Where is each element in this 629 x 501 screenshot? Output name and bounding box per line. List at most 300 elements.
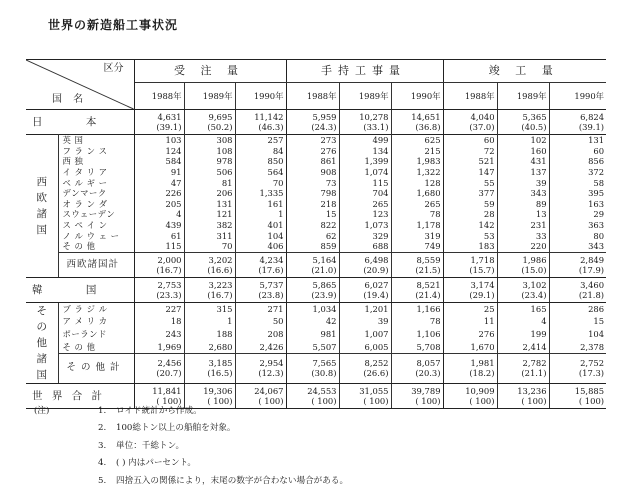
value-cell: 6,005 (339, 340, 391, 353)
value-cell: 131 (184, 199, 235, 210)
value-cell: 58 (593, 177, 605, 188)
country-name: 英 国 (58, 135, 134, 146)
value-cell: 1,034 (286, 302, 339, 315)
value-cell (549, 277, 606, 302)
share-percent: (16.6) (207, 264, 233, 275)
share-percent: (26.6) (363, 368, 389, 379)
share-percent: (21.5) (415, 264, 441, 275)
row-others-total (26, 353, 606, 383)
value-cell: 257 (235, 135, 286, 146)
value: 2,000 (157, 254, 182, 265)
share-percent: (20.3) (415, 368, 441, 379)
share-percent: (17.3) (578, 368, 605, 379)
value-cell: 104 (235, 230, 286, 241)
year-header: 1990年 (549, 83, 606, 110)
table-row (26, 199, 606, 210)
header-category-cell (26, 60, 134, 110)
value-cell: 73 (286, 177, 339, 188)
table-row (26, 230, 606, 241)
share-percent: (33.1) (363, 122, 389, 132)
value-cell: 329 (339, 230, 391, 241)
value-cell: 134 (339, 146, 391, 157)
value-cell: 18 (134, 315, 184, 328)
value-cell: 363 (588, 220, 605, 231)
value-cell: 704 (339, 188, 391, 199)
value-cell: 89 (497, 199, 549, 210)
share-percent: (37.0) (469, 122, 495, 132)
note-line (34, 438, 348, 455)
region-label-char: の (36, 320, 47, 333)
value-cell (235, 252, 286, 277)
row-korea-label: 韓 国 (26, 277, 134, 302)
value-cell: 265 (339, 199, 391, 210)
value: 13,236 (517, 385, 547, 396)
value-cell: 188 (184, 328, 235, 341)
row-world-total-label: 世 界 合 計 (26, 383, 134, 408)
value-cell: 220 (497, 241, 549, 252)
share-percent: (21.4) (415, 289, 441, 300)
value-cell: 749 (391, 241, 443, 252)
share-percent: (20.7) (156, 368, 182, 379)
value: 2,782 (522, 358, 547, 369)
region-label-char: 欧 (36, 191, 47, 204)
value-cell: 311 (184, 230, 235, 241)
value-cell: 1,073 (339, 220, 391, 231)
value-cell: 276 (286, 146, 339, 157)
value-cell (497, 383, 549, 408)
value-cell: 205 (134, 199, 184, 210)
country-name: ポーランド (58, 328, 134, 341)
share-percent: (30.8) (311, 368, 337, 379)
value-cell: 25 (443, 302, 497, 315)
value-cell: 103 (134, 135, 184, 146)
country-name: ア メ リ カ (58, 315, 134, 328)
value-cell: 315 (184, 302, 235, 315)
row-japan-label: 日 本 (26, 110, 134, 135)
value-cell: 981 (286, 328, 339, 341)
value-cell: 377 (443, 188, 497, 199)
share-percent: (17.9) (578, 264, 605, 275)
value-cell: 53 (443, 230, 497, 241)
value-cell: 273 (286, 135, 339, 146)
share-percent: (23.3) (156, 289, 182, 300)
value-cell: 123 (339, 209, 391, 220)
country-name: スウェーデン (58, 209, 134, 220)
value-cell: 215 (391, 146, 443, 157)
share-percent: ( 100) (578, 395, 605, 406)
region-label (26, 302, 58, 383)
value-cell: 1,399 (339, 156, 391, 167)
value-cell (497, 110, 549, 135)
value-cell: 625 (391, 135, 443, 146)
value-cell: 1,983 (391, 156, 443, 167)
country-name: ス ペ イ ン (58, 220, 134, 231)
value-cell: 183 (443, 241, 497, 252)
share-percent: ( 100) (156, 395, 182, 406)
value: 2,753 (157, 279, 182, 290)
value-cell (339, 353, 391, 383)
value-cell (443, 353, 497, 383)
table-row (26, 241, 606, 252)
value-cell (339, 252, 391, 277)
value: 5,365 (522, 112, 547, 122)
value-cell (184, 353, 235, 383)
note-num: 2. (98, 423, 107, 434)
region-label-char: そ (36, 304, 47, 317)
table-row (26, 340, 606, 353)
header-kubun: 区分 (103, 63, 124, 74)
value-cell: 62 (286, 230, 339, 241)
value-cell: 850 (235, 156, 286, 167)
group-shunko: 竣 工 量 (443, 60, 606, 83)
value: 39,789 (411, 385, 441, 396)
value-cell: 142 (443, 220, 497, 231)
country-name: 西 独 (58, 156, 134, 167)
note-num: 5. (98, 475, 107, 486)
value-cell: 5,708 (391, 340, 443, 353)
share-percent: ( 100) (207, 395, 233, 406)
country-name: ノ ル ウ ェ ー (58, 230, 134, 241)
value-cell (286, 353, 339, 383)
value: 14,651 (411, 112, 441, 122)
value-cell: 276 (443, 328, 497, 341)
value-cell: 382 (184, 220, 235, 231)
table-row (26, 156, 606, 167)
share-percent: (21.8) (578, 289, 605, 300)
note-line (34, 420, 348, 437)
year-header: 1989年 (184, 83, 235, 110)
value: 6,824 (580, 112, 605, 122)
value: 5,164 (312, 254, 337, 265)
value-cell (134, 353, 184, 383)
table-body (26, 60, 606, 409)
value-cell: 50 (235, 315, 286, 328)
value-cell: 1,680 (391, 188, 443, 199)
value-cell (549, 252, 606, 277)
value-cell: 128 (391, 177, 443, 188)
year-header: 1989年 (497, 83, 549, 110)
value-cell (134, 277, 184, 302)
share-percent: (20.9) (363, 264, 389, 275)
value-cell: 11 (443, 315, 497, 328)
value-cell: 39 (339, 315, 391, 328)
share-percent: ( 100) (469, 395, 495, 406)
country-name: イ タ リ ア (58, 167, 134, 178)
region-label-char: 国 (36, 368, 47, 381)
value-cell: 1,670 (443, 340, 497, 353)
value-cell: 1,166 (391, 302, 443, 315)
note-line (34, 403, 348, 420)
row-others-total-label: そ の 他 計 (58, 353, 134, 383)
region-label-char: 諸 (36, 352, 47, 365)
share-percent: (21.0) (311, 264, 337, 275)
value: 3,223 (208, 279, 233, 290)
value-cell: 70 (184, 241, 235, 252)
value: 3,174 (470, 279, 495, 290)
value-cell: 395 (588, 188, 605, 199)
table-row (26, 146, 606, 157)
value-cell: 104 (588, 328, 605, 339)
value: 8,559 (416, 254, 441, 265)
value-cell: 978 (184, 156, 235, 167)
share-percent: (23.9) (311, 289, 337, 300)
value-cell (391, 252, 443, 277)
value-cell: 226 (134, 188, 184, 199)
value-cell: 1,007 (339, 328, 391, 341)
value: 24,553 (307, 385, 337, 396)
share-percent: (50.2) (207, 122, 233, 132)
value: 2,752 (580, 358, 605, 369)
value-cell: 81 (184, 177, 235, 188)
value-cell: 798 (286, 188, 339, 199)
value-cell: 78 (391, 315, 443, 328)
value-cell: 1,178 (391, 220, 443, 231)
value-cell: 584 (134, 156, 184, 167)
value-cell: 271 (235, 302, 286, 315)
value-cell: 29 (593, 209, 605, 220)
value-cell: 218 (286, 199, 339, 210)
value-cell: 165 (497, 302, 549, 315)
table-row (26, 177, 606, 188)
note-num: 1. (98, 406, 107, 416)
table-row (26, 315, 606, 328)
value-cell: 102 (497, 135, 549, 146)
value: 4,234 (259, 254, 284, 265)
note-text: 100総トン以上の船舶を対象。 (116, 423, 236, 434)
share-percent: ( 100) (363, 395, 389, 406)
value-cell: 163 (588, 198, 605, 209)
value: 6,027 (364, 279, 389, 290)
share-percent: (15.7) (469, 264, 495, 275)
country-name: ベ ル ギ ー (58, 177, 134, 188)
value: 2,849 (580, 254, 605, 265)
table-row (26, 188, 606, 199)
share-percent: (18.2) (469, 368, 495, 379)
note-line (34, 473, 348, 490)
value-cell: 319 (391, 230, 443, 241)
value-cell (235, 110, 286, 135)
value-cell: 84 (235, 146, 286, 157)
value-cell: 2,414 (497, 340, 549, 353)
value-cell: 72 (443, 146, 497, 157)
value-cell (443, 110, 497, 135)
value-cell: 33 (497, 230, 549, 241)
share-percent: (23.8) (258, 289, 284, 300)
value-cell: 439 (134, 220, 184, 231)
note-text: ロイド統計から作成。 (116, 406, 202, 416)
value: 19,306 (203, 385, 233, 396)
value: 5,959 (312, 112, 337, 122)
row-we-total (26, 252, 606, 277)
value-cell (134, 110, 184, 135)
value: 15,885 (574, 385, 605, 396)
value-cell (443, 277, 497, 302)
country-name: ブ ラ ジ ル (58, 302, 134, 315)
table-row (26, 167, 606, 178)
value-cell: 506 (184, 167, 235, 178)
value: 11,142 (254, 112, 284, 122)
share-percent: ( 100) (521, 395, 547, 406)
value: 31,055 (359, 385, 389, 396)
region-label-char: 国 (36, 223, 47, 236)
note-num: 4. (98, 458, 107, 469)
share-percent: (21.1) (521, 368, 547, 379)
value-cell: 822 (286, 220, 339, 231)
value-cell: 206 (184, 188, 235, 199)
value-cell: 856 (588, 156, 605, 167)
header-kokumei: 国 名 (52, 94, 88, 105)
value-cell (497, 277, 549, 302)
value-cell: 1,322 (391, 167, 443, 178)
value-cell: 908 (286, 167, 339, 178)
value-cell: 1,201 (339, 302, 391, 315)
value-cell: 243 (134, 328, 184, 341)
share-percent: (24.3) (311, 122, 337, 132)
value: 6,498 (364, 254, 389, 265)
country-name: そ の 他 (58, 241, 134, 252)
value-cell: 108 (184, 146, 235, 157)
value-cell (184, 110, 235, 135)
value-cell: 47 (134, 177, 184, 188)
value-cell: 4 (497, 315, 549, 328)
share-percent: (16.7) (156, 264, 182, 275)
value: 10,278 (359, 112, 389, 122)
value-cell (286, 252, 339, 277)
country-name: オ ラ ン ダ (58, 199, 134, 210)
value-cell (391, 277, 443, 302)
value: 8,252 (364, 358, 389, 369)
value-cell (549, 383, 606, 408)
region-label (26, 135, 58, 278)
year-header: 1988年 (443, 83, 497, 110)
share-percent: (46.3) (258, 122, 284, 132)
year-header: 1989年 (339, 83, 391, 110)
value-cell: 161 (235, 199, 286, 210)
value-cell (134, 252, 184, 277)
value: 8,521 (416, 279, 441, 290)
value-cell: 91 (134, 167, 184, 178)
value-cell (549, 353, 606, 383)
value: 2,456 (157, 358, 182, 369)
value-cell (235, 277, 286, 302)
table-row (26, 302, 606, 315)
page-title: 世界の新造船工事状況 (48, 18, 179, 32)
value-cell: 401 (235, 220, 286, 231)
value-cell: 121 (184, 209, 235, 220)
value-cell (391, 353, 443, 383)
value-cell: 15 (593, 316, 605, 327)
value-cell: 60 (443, 135, 497, 146)
value: 9,695 (208, 112, 233, 122)
value: 10,909 (465, 385, 495, 396)
value-cell: 859 (286, 241, 339, 252)
value-cell: 521 (443, 156, 497, 167)
region-label-char: 西 (36, 175, 47, 188)
value-cell: 115 (134, 241, 184, 252)
share-percent: ( 100) (258, 395, 284, 406)
value: 3,185 (208, 358, 233, 369)
value-cell: 4 (134, 209, 184, 220)
notes-head: (注) (34, 406, 50, 416)
value: 4,631 (157, 112, 182, 122)
value-cell: 1,969 (134, 340, 184, 353)
value-cell: 59 (443, 199, 497, 210)
share-percent: (39.1) (578, 122, 605, 132)
note-line (34, 455, 348, 472)
value-cell (391, 110, 443, 135)
value-cell (339, 277, 391, 302)
value-cell: 115 (339, 177, 391, 188)
value-cell (391, 383, 443, 408)
row-korea (26, 277, 606, 302)
share-percent: (40.5) (521, 122, 547, 132)
value-cell: 137 (497, 167, 549, 178)
value-cell (497, 252, 549, 277)
value-cell: 343 (497, 188, 549, 199)
value-cell: 80 (593, 230, 605, 241)
value-cell: 55 (443, 177, 497, 188)
share-percent: (39.1) (156, 122, 182, 132)
value-cell (184, 252, 235, 277)
value: 3,460 (580, 279, 605, 290)
value-cell: 131 (549, 135, 606, 146)
table-row (26, 135, 606, 146)
group-juchu: 受 注 量 (134, 60, 286, 83)
value-cell: 60 (593, 145, 605, 156)
value-cell: 1 (184, 315, 235, 328)
value-cell: 147 (443, 167, 497, 178)
value-cell (235, 353, 286, 383)
value-cell: 308 (184, 135, 235, 146)
value-cell: 39 (497, 177, 549, 188)
value-cell (443, 383, 497, 408)
value-cell (286, 110, 339, 135)
value-cell: 231 (497, 220, 549, 231)
region-label-char: 他 (36, 336, 47, 349)
row-we-total-label: 西欧諸国計 (58, 252, 134, 277)
value-cell (184, 277, 235, 302)
share-percent: (12.3) (258, 368, 284, 379)
value-cell: 28 (443, 209, 497, 220)
share-percent: (29.1) (469, 289, 495, 300)
value-cell: 564 (235, 167, 286, 178)
value-cell: 70 (235, 177, 286, 188)
year-header: 1990年 (391, 83, 443, 110)
value-cell: 160 (497, 146, 549, 157)
value-cell: 124 (134, 146, 184, 157)
value: 2,954 (259, 358, 284, 369)
value-cell: 1,074 (339, 167, 391, 178)
value-cell (286, 277, 339, 302)
note-text: 単位：千総トン。 (116, 440, 185, 451)
value-cell (339, 110, 391, 135)
value-cell: 42 (286, 315, 339, 328)
value: 11,841 (152, 385, 182, 396)
country-name: デンマーク (58, 188, 134, 199)
notes (34, 403, 348, 490)
value-cell: 61 (134, 230, 184, 241)
table-row (26, 220, 606, 231)
value-cell: 343 (588, 241, 605, 252)
value-cell (497, 353, 549, 383)
country-name: フ ラ ン ス (58, 146, 134, 157)
value-cell: 1,106 (391, 328, 443, 341)
value-cell: 286 (549, 302, 606, 315)
share-percent: ( 100) (415, 395, 441, 406)
value-cell: 406 (235, 241, 286, 252)
region-label-char: 諸 (36, 207, 47, 220)
value-cell: 2,680 (184, 340, 235, 353)
